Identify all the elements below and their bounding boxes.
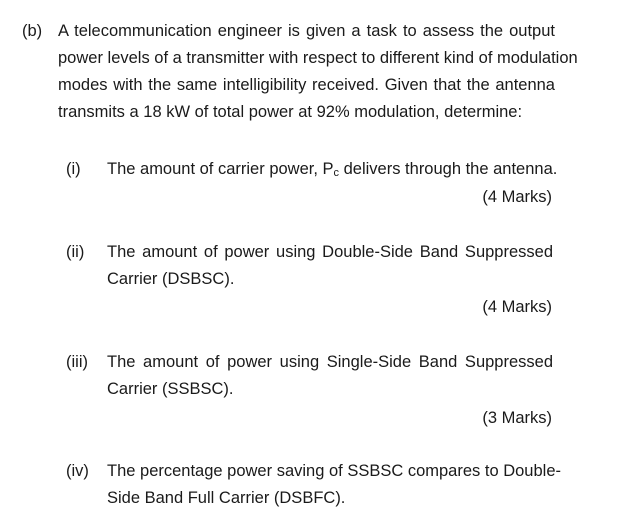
question-line (107, 156, 558, 187)
intro-line: modes with the same intelligibility received. Given that the antenna (58, 76, 555, 94)
question-text-i (107, 156, 558, 187)
part-label: (b) (22, 22, 43, 40)
question-text-iv (107, 458, 561, 512)
question-text-part: delivers through the antenna. (339, 160, 558, 178)
question-line: Side Band Full Carrier (DSBFC). (107, 489, 346, 507)
question-line: Carrier (DSBSC). (107, 270, 235, 288)
intro-line: A telecommunication engineer is given a task to assess the output (58, 22, 555, 40)
question-number-i: (i) (66, 160, 81, 178)
question-text-part: The amount of carrier power, P (107, 160, 334, 178)
question-text-iii (107, 349, 553, 403)
marks-i: (4 Marks) (482, 188, 552, 206)
marks-ii: (4 Marks) (482, 298, 552, 316)
question-line: Carrier (SSBSC). (107, 380, 234, 398)
question-line: The amount of power using Double-Side Band Suppressed (107, 243, 553, 261)
question-number-ii: (ii) (66, 243, 85, 261)
question-text-ii (107, 239, 553, 293)
marks-iii: (3 Marks) (482, 409, 552, 427)
part-intro (58, 18, 578, 126)
intro-line: power levels of a transmitter with respect to different kind of modulation (58, 49, 578, 67)
subscript-c: c (333, 167, 340, 179)
question-line: The percentage power saving of SSBSC compares to Double- (107, 462, 561, 480)
question-number-iv: (iv) (66, 462, 89, 480)
intro-line: transmits a 18 kW of total power at 92% modulation, determine: (58, 103, 523, 121)
question-line: The amount of power using Single-Side Band Suppressed (107, 353, 553, 371)
question-number-iii: (iii) (66, 353, 88, 371)
